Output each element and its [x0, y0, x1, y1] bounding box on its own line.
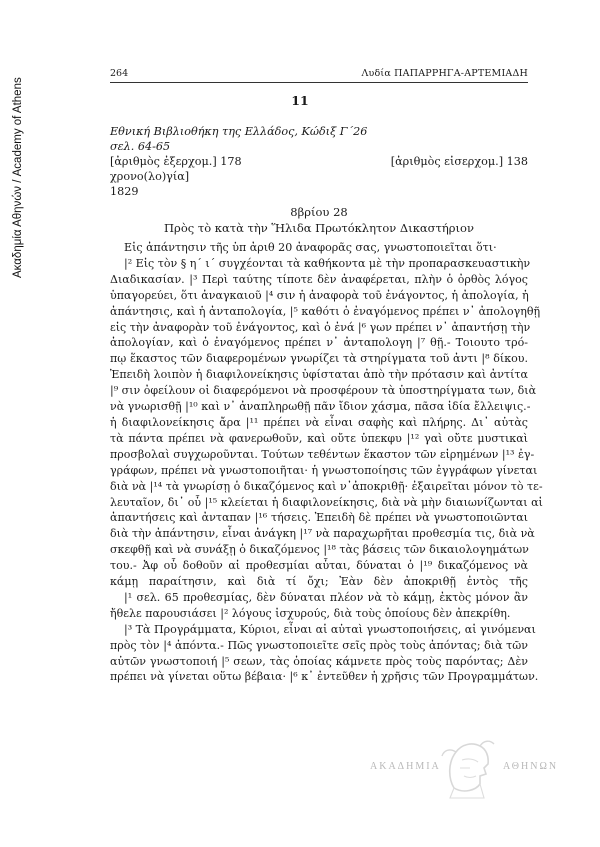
body-line: ἤθελε παρουσιάσει |² λόγους ἰσχυρούς, διὰ τοὺς ὁποίους δὲν ἀπεκρίθη. [110, 606, 511, 620]
athena-helmet-icon [440, 738, 496, 800]
body-line: Ἐπειδὴ λοιπὸν ἡ διαφιλονείκησις ὑφίσταται ἀπὸ τὴν πρότασιν καὶ ἀντίτα [110, 368, 528, 382]
outgoing-number: [ἀριθμὸς ἐξερχομ.] 178 [110, 155, 242, 168]
chronologia-label: χρονο(λο)γία] [110, 170, 190, 183]
body-line: διὰ νὰ |¹⁴ τὰ γνωρίσῃ ὁ δικαζόμενος καὶ ν᾽ἀποκριθῇ· ἐξαιρεῖται μόνον τὸ τε- [110, 479, 543, 493]
running-author: Λυδία ΠΑΠΑΡΡΗΓΑ-ΑΡΤΕΜΙΑΔΗ [361, 68, 528, 79]
body-line: σκεφθῇ καὶ νὰ συνάξῃ ὁ δικαζόμενος |¹⁸ τὰς βάσεις τῶν δικαιολογημάτων [110, 543, 529, 557]
body-line: |² Εἰς τὸν § η΄ ι΄ συγχέονται τὰ καθήκοντα μὲ τὴν προπαρασκευαστικὴν [124, 256, 531, 270]
document-number: 11 [291, 93, 309, 108]
letter-body [110, 240, 543, 685]
body-line: του.- Ἀφ οὗ δοθοῦν αἱ προθεσμίαι αὗται, δύναται ὁ |¹⁹ δικαζόμενος νὰ [110, 559, 528, 573]
body-line: ἀπάντησις, καὶ ἡ ἀνταπολογία, |⁵ καθότι ὁ ἐναγόμενος πρέπει ν᾽ ἀπολογηθῇ [110, 304, 541, 318]
running-header [110, 68, 528, 83]
body-line: λευταῖον, δι᾽ οὗ |¹⁵ κλείεται ἡ διαφιλονείκησις, διὰ νὰ μὴν διαιωνίζωνται αἱ [110, 495, 543, 509]
academy-watermark [368, 738, 578, 804]
source-citation [110, 124, 528, 199]
body-line: ὑπαγορεύει, ὅτι ἀναγκαιοῦ |⁴ σιν ἡ ἀναφορὰ τοῦ ἐνάγοντος, ἡ ἀπολογία, ἡ [110, 288, 529, 302]
body-line: ἀπαντήσεις καὶ ἀνταπαν |¹⁶ τήσεις. Ἐπειδὴ δὲ πρέπει νὰ γνωστοποιῶνται [110, 511, 528, 525]
body-line: εἰς τὴν ἀναφορὰν τοῦ ἐνάγοντος, καὶ ὁ ἐνά |⁶ γων πρέπει ν᾽ ἀπαντήσῃ τὴν [110, 320, 531, 334]
body-line: γράφων, πρέπει νὰ γνωστοποιῆται· ἡ γνωστοποίησις τῶν ἐγγράφων γίνεται [110, 463, 538, 477]
page-number: 264 [110, 68, 129, 79]
watermark-right-word: ΑΘΗΝΩΝ [503, 761, 559, 772]
body-line: διὰ τὴν ἀπάντησιν, εἶναι ἀνάγκη |¹⁷ νὰ παραχωρῆται προθεσμία τις, διὰ νὰ [110, 527, 535, 541]
archive-reference: Εθνική Βιβλιοθήκη της Ελλάδος, Κώδιξ Γ΄26 [110, 125, 368, 138]
body-line: προσβολαὶ συγχωροῦνται. Τούτων τεθέντων ἕκαστον τῶν εἰρημένων |¹³ ἐγ- [110, 447, 535, 461]
register-numbers [110, 154, 528, 169]
body-line: ἀπολογίαν, καὶ ὁ ἐναγόμενος πρέπει ν᾽ ἀνταπολογη |⁷ θῇ.- Τοιουτο τρό- [110, 336, 528, 350]
body-line: |⁹ σιν ὀφείλουν οἱ διαφερόμενοι νὰ προσφέρουν τὰ ὑποστηρίγματα των, διὰ [110, 384, 537, 398]
watermark-left-word: ΑΚΑΔΗΜΙΑ [370, 761, 441, 772]
body-line: |¹ σελ. 65 προθεσμίας, δὲν δύναται πλέον νὰ τὸ κάμῃ, ἐκτὸς μόνον ἂν [124, 590, 528, 604]
letter-date: 8βρίου 28 [290, 205, 348, 219]
body-line: Εἰς ἀπάντησιν τῆς ὑπ ἀριθ 20 ἀναφορᾶς σας, γνωστοποιεῖται ὅτι· [124, 241, 497, 254]
body-line: πῳ ἕκαστος τῶν διαφερομένων γνωρίζει τὰ στηρίγματα τοῦ ἀντι |⁸ δίκου. [110, 352, 528, 366]
side-label [10, 40, 28, 280]
body-line: ἡ διαφιλονείκησις ἄρα |¹¹ πρέπει νὰ εἶναι σαφὴς καὶ πλήρης. Δι᾽ αὐτὰς [110, 415, 528, 429]
body-line: αὐτῶν γνωστοποιή |⁵ σεων, τὰς ὁποίας κάμνετε πρὸς τοὺς παρόντας; Δὲν [110, 654, 528, 668]
body-line: κάμῃ παραίτησιν, καὶ διὰ τί ὄχι; Ἐὰν δὲν ἀποκριθῇ ἐντὸς τῆς [110, 575, 528, 589]
academy-label: Ακαδημία Αθηνών / Academy of Athens [12, 77, 24, 278]
body-line: νὰ γνωρισθῇ |¹⁰ καὶ ν᾽ ἀναπληρωθῇ πᾶν ἴδιον χάσμα, πᾶσα ἰδία ἔλλειψις.- [110, 400, 531, 414]
body-line: Διαδικασίαν. |³ Περὶ ταύτης τίποτε δὲν ἀναφέρεται, πλὴν ὁ ὀρθὸς λόγος [110, 272, 528, 286]
body-line: τὰ πάντα πρέπει νὰ φανερωθοῦν, καὶ οὔτε ὑπεκφυ |¹² γαὶ οὔτε μυστικαὶ [110, 431, 528, 445]
body-line: πρέπει νὰ γίνεται οὕτω βέβαια· |⁶ κ᾽ ἐντεῦθεν ἡ χρῆσις τῶν Προγραμμάτων. [110, 670, 539, 684]
body-line: |³ Τὰ Προγράμματα, Κύριοι, εἶναι αἱ αὐταὶ γνωστοποιήσεις, αἱ γινόμεναι [124, 622, 536, 636]
addressee: Πρὸς τὸ κατὰ τὴν Ἥλιδα Πρωτόκλητον Δικαστήριον [164, 221, 474, 235]
year: 1829 [110, 185, 139, 198]
incoming-number: [ἀριθμὸς εἰσερχομ.] 138 [390, 155, 528, 168]
body-line: πρὸς τὸν |⁴ ἀπόντα.- Πῶς γνωστοποιεῖτε σεῖς πρὸς τοὺς ἀπόντας; διὰ τῶν [110, 638, 528, 652]
page-reference: σελ. 64-65 [110, 140, 171, 153]
